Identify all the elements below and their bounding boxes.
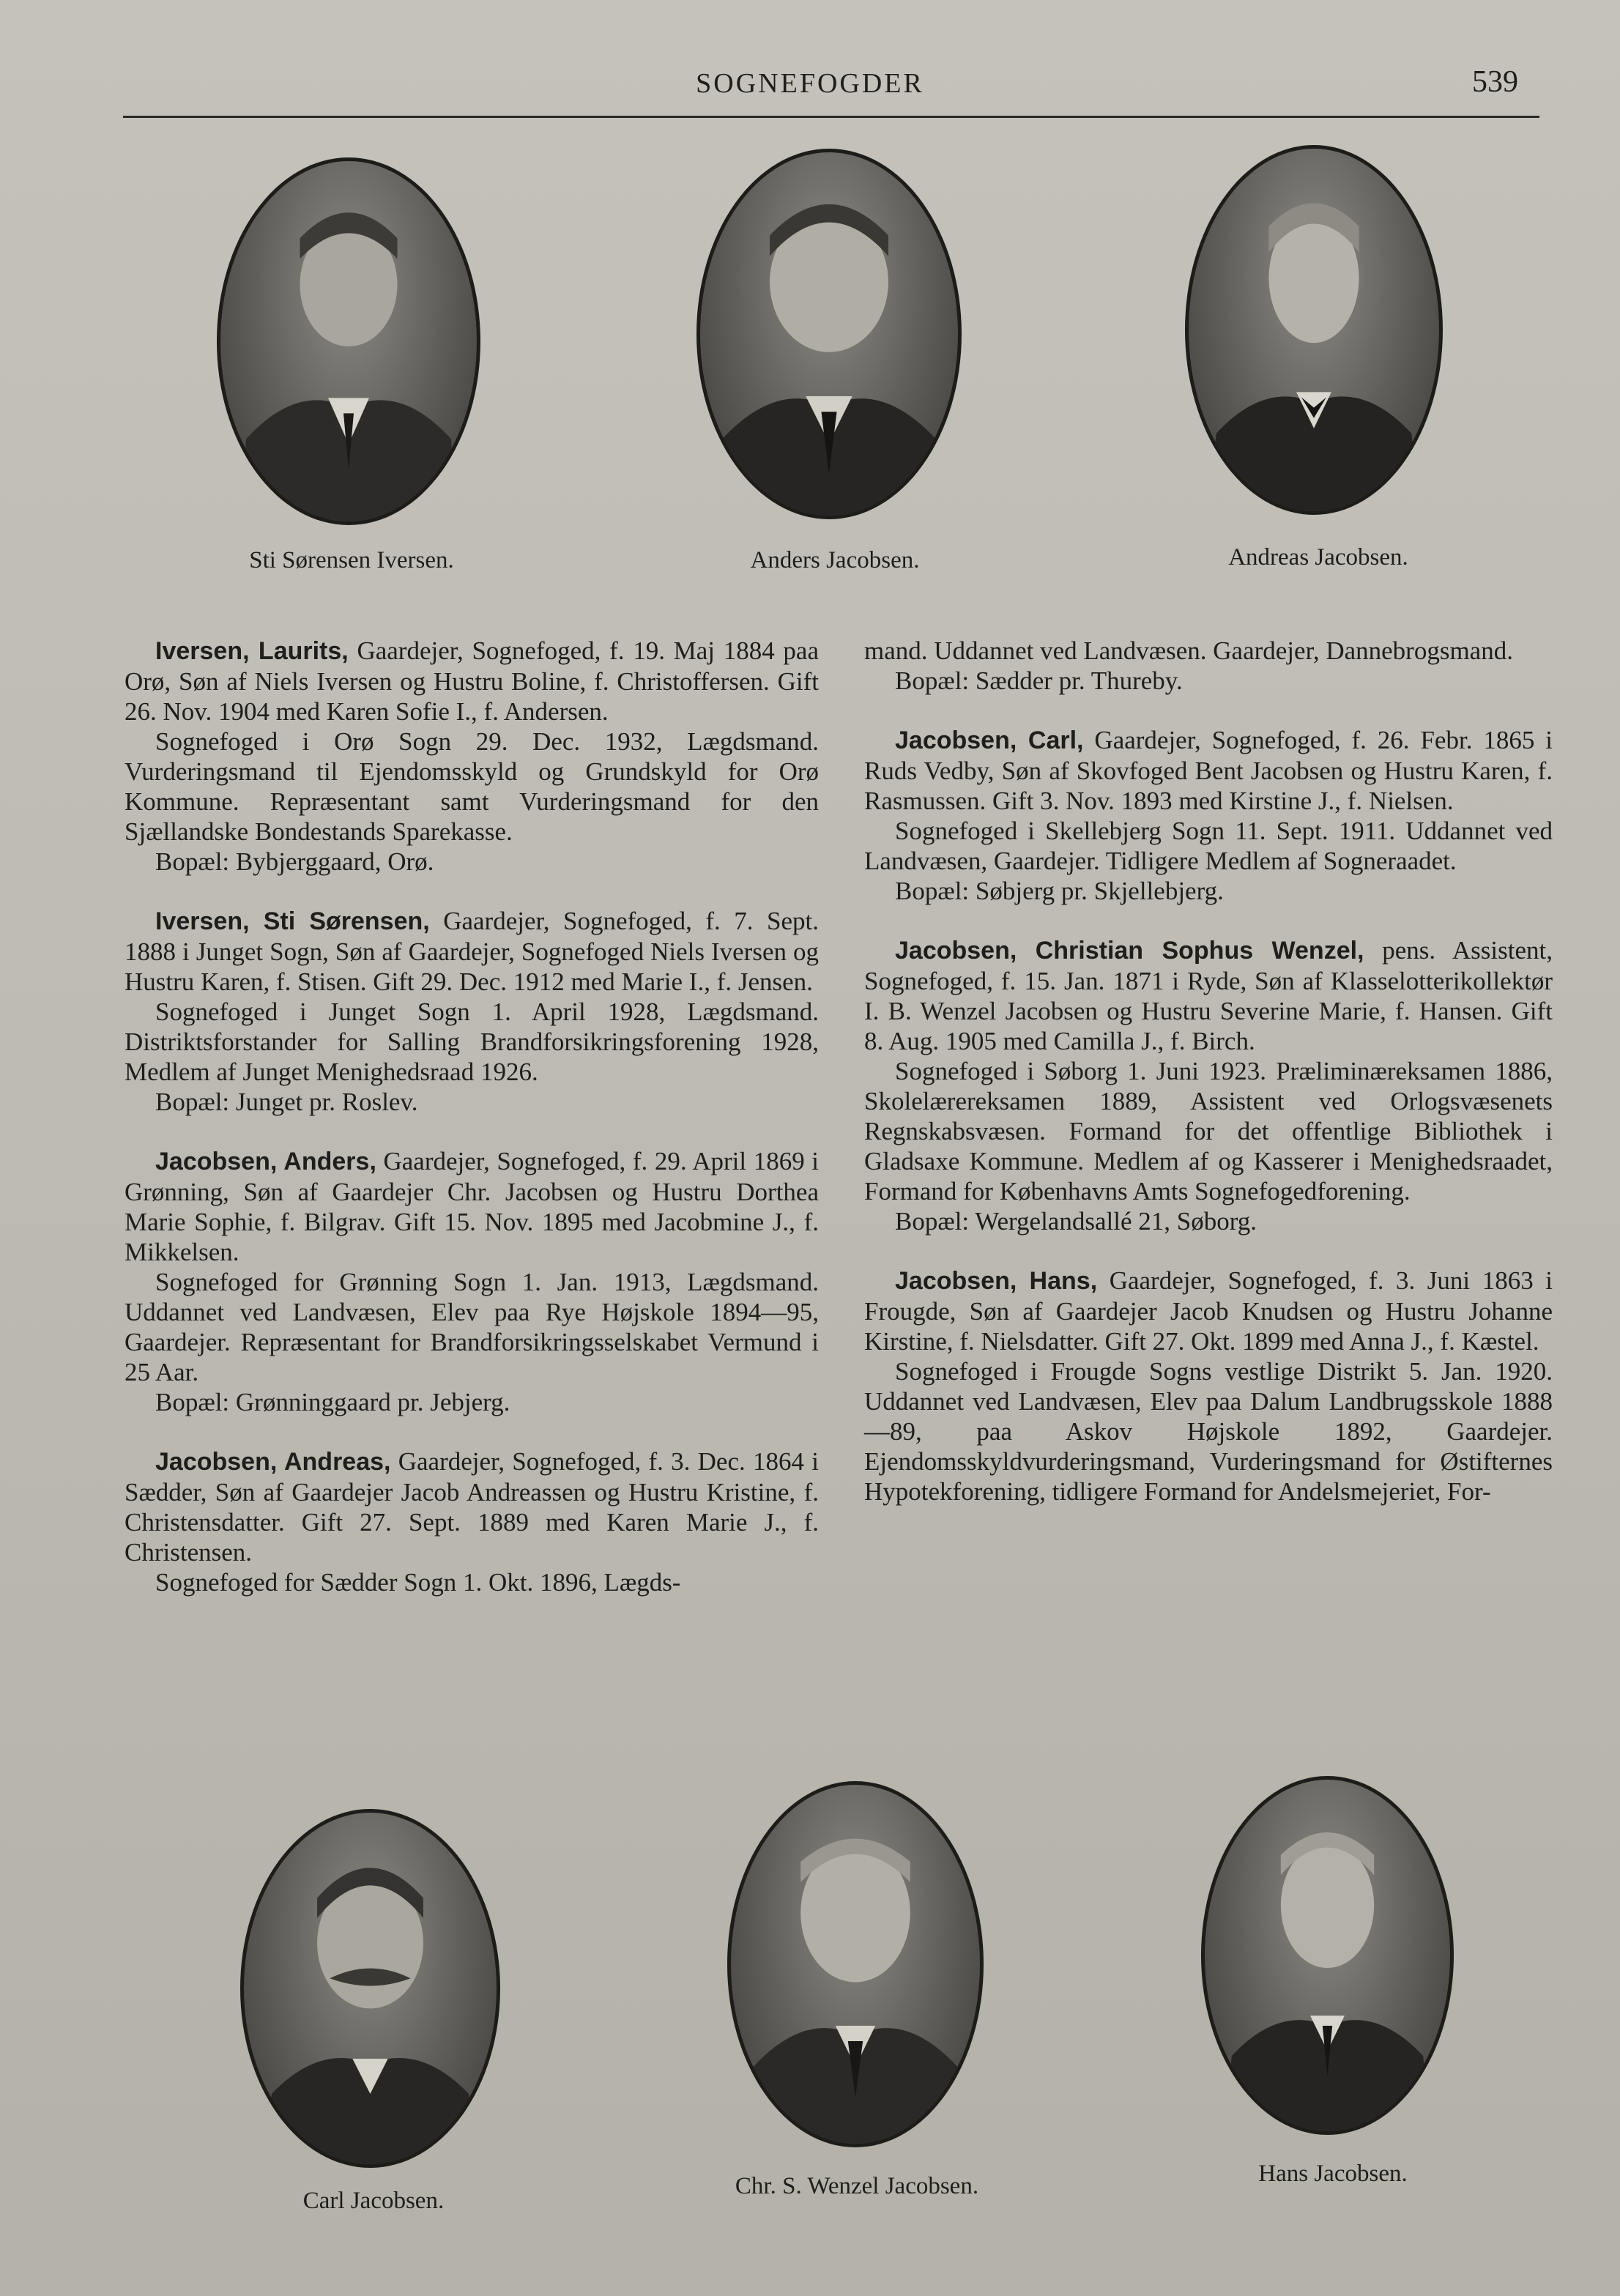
entry-paragraph: Sognefoged for Sædder Sogn 1. Okt. 1896, Lægds- [155,1568,681,1597]
entry-paragraph: Sognefoged i Skellebjerg Sogn 11. Sept. 1911. Uddannet ved Landvæsen, Gaardejer. Tidligere Medlem af Sogneraadet. [864,817,1553,875]
entry-name: Jacobsen, Andreas, [155,1448,391,1476]
portrait-caption: Hans Jacobsen. [1258,2161,1408,2187]
portrait-caption: Chr. S. Wenzel Jacobsen. [735,2173,979,2199]
biography-entry [125,1446,819,1597]
entry-name: Iversen, Laurits, [155,637,349,665]
entry-paragraph: Sognefoged for Grønning Sogn 1. Jan. 1913, Lægdsmand. Uddannet ved Landvæsen, Elev paa Rye Højskole 1894—95, Gaardejer. Repræsentant for Brandforsikringsselskabet Vermund i 25 Aar. [125,1268,819,1386]
entry-paragraph [125,1146,819,1267]
biography-entry-continued [864,636,1553,696]
entry-residence: Bopæl: Wergelandsallé 21, Søborg. [895,1207,1257,1236]
entry-paragraph [864,725,1553,816]
biography-entry [125,1146,819,1417]
entry-text: Gaardejer, Sognefoged, f. 3. Juni 1863 i Frougde, Søn af Gaardejer Jacob Knudsen og Hustru Johanne Kirstine, f. Nielsdatter. Gift 27. Okt. 1899 med Anna J., f. Kæstel. [864,1266,1553,1356]
entry-paragraph [125,636,819,727]
entry-residence: Bopæl: Junget pr. Roslev. [155,1088,418,1116]
biography-entry [864,1266,1553,1506]
entry-residence: Bopæl: Sædder pr. Thureby. [895,666,1183,695]
portrait-caption: Carl Jacobsen. [302,2188,445,2214]
entry-paragraph [125,906,819,997]
entry-text: pens. Assistent, Sognefoged, f. 15. Jan. 1871 i Ryde, Søn af Klasselotterikollektør I. B. Wenzel Jacobsen og Hustru Severine Marie, f. Hansen. Gift 8. Aug. 1905 med Camilla J., f. Birch. [864,936,1553,1055]
portrait-caption: Andreas Jacobsen. [1228,544,1408,571]
biography-entry [125,906,819,1117]
entry-text: Gaardejer, Sognefoged, f. 26. Febr. 1865 i Ruds Vedby, Søn af Skovfoged Bent Jacobsen og Hustru Karen, f. Rasmussen. Gift 3. Nov. 1893 med Kirstine J., f. Nielsen. [864,726,1553,815]
portrait-photo [240,1809,500,2168]
page-number: 539 [1472,65,1518,99]
portrait-caption: Anders Jacobsen. [750,547,920,573]
entry-paragraph: Sognefoged i Søborg 1. Juni 1923. Præliminæreksamen 1886, Skolelærereksamen 1889, Assistent ved Orlogsvæsenets Regnskabsvæsen. Formand for det offentlige Bibliothek i Gladsaxe Kommune. Medlem af og Kasserer i Menighedsraadet, Formand for Københavns Amts Sognefogedforening. [864,1057,1553,1205]
portrait-caption: Sti Sørensen Iversen. [249,547,454,573]
entry-paragraph [125,1446,819,1567]
right-text-column [864,636,1553,1536]
header-rule [123,116,1539,118]
portrait-photo [696,149,962,519]
entry-text: Gaardejer, Sognefoged, f. 19. Maj 1884 paa Orø, Søn af Niels Iversen og Hustru Boline, f. Christoffersen. Gift 26. Nov. 1904 med Karen Sofie I., f. Andersen. [125,636,819,726]
entry-text: Gaardejer, Sognefoged, f. 29. April 1869 i Grønning, Søn af Gaardejer Chr. Jacobsen og Hustru Dorthea Marie Sophie, f. Bilgrav. Gift 15. Nov. 1895 med Jacobmine J., f. Mikkelsen. [125,1147,819,1266]
biography-entry [125,636,819,877]
entry-text: Gaardejer, Sognefoged, f. 7. Sept. 1888 i Junget Sogn, Søn af Gaardejer, Sognefoged Niels Iversen og Hustru Karen, f. Stisen. Gift 29. Dec. 1912 med Marie I., f. Jensen. [125,907,819,996]
entry-paragraph [864,1266,1553,1356]
entry-text: Gaardejer, Sognefoged, f. 3. Dec. 1864 i Sædder, Søn af Gaardejer Jacob Andreassen og Hustru Kristine, f. Christensdatter. Gift 27. Sept. 1889 med Karen Marie J., f. Christensen. [125,1447,819,1567]
portrait-photo [727,1781,984,2147]
entry-paragraph: Sognefoged i Orø Sogn 29. Dec. 1932, Lægdsmand. Vurderingsmand til Ejendomsskyld og Grundskyld for Orø Kommune. Repræsentant samt Vurderingsmand for den Sjællandske Bondestands Sparekasse. [125,727,819,846]
entry-name: Iversen, Sti Sørensen, [155,907,430,935]
entry-paragraph [864,935,1553,1056]
left-text-column [125,636,819,1627]
entry-paragraph: mand. Uddannet ved Landvæsen. Gaardejer, Dannebrogsmand. [864,636,1513,665]
entry-name: Jacobsen, Christian Sophus Wenzel, [895,937,1364,965]
running-header: SOGNEFOGDER [696,68,924,99]
entry-paragraph: Sognefoged i Frougde Sogns vestlige Distrikt 5. Jan. 1920. Uddannet ved Landvæsen, Elev paa Dalum Landbrugsskole 1888—89, paa Askov Højskole 1892, Gaardejer. Ejendomsskyldvurderingsmand, Vurderingsmand for Østifternes Hypotekforening, tidligere Formand for Andelsmejeriet, For- [864,1357,1553,1506]
entry-name: Jacobsen, Anders, [155,1148,376,1175]
biography-entry [864,725,1553,906]
entry-name: Jacobsen, Carl, [895,727,1084,754]
entry-name: Jacobsen, Hans, [895,1267,1098,1295]
entry-residence: Bopæl: Bybjerggaard, Orø. [155,847,434,876]
portrait-photo [1185,145,1443,515]
entry-paragraph: Sognefoged i Junget Sogn 1. April 1928, Lægdsmand. Distriktsforstander for Salling Brandforsikringsforening 1928, Medlem af Junget Menighedsraad 1926. [125,997,819,1086]
portrait-photo [1201,1776,1454,2135]
portrait-photo [217,157,480,525]
entry-residence: Bopæl: Grønninggaard pr. Jebjerg. [155,1388,510,1416]
entry-residence: Bopæl: Søbjerg pr. Skjellebjerg. [895,877,1224,905]
biography-entry [864,935,1553,1236]
